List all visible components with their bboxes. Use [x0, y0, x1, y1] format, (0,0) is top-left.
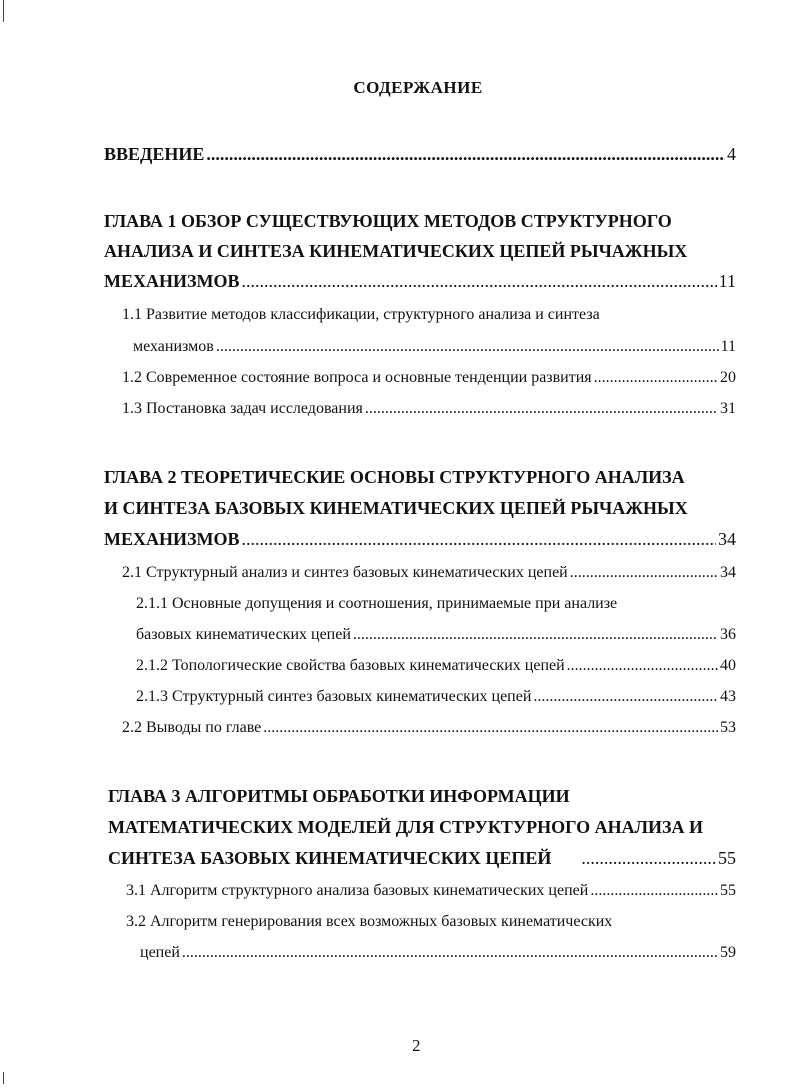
entry-label: 2.1.2 Топологические свойства базовых кинематических цепей [136, 657, 565, 674]
dot-leader [242, 529, 717, 550]
dot-leader [353, 626, 718, 644]
entry-page: 11 [720, 338, 736, 355]
toc-entry-chapter-3[interactable] [108, 848, 736, 869]
dot-leader [581, 848, 716, 869]
entry-page: 4 [727, 144, 736, 164]
dot-leader [263, 719, 718, 737]
toc-entry-intro[interactable] [104, 144, 736, 165]
chapter-3-title-line2: МАТЕМАТИЧЕСКИХ МОДЕЛЕЙ ДЛЯ СТРУКТУРНОГО АНАЛИЗА И [108, 817, 704, 837]
entry-label: 1.2 Современное состояние вопроса и основные тенденции развития [122, 369, 592, 386]
toc-entry-chapter-1[interactable] [104, 271, 736, 292]
dot-leader [594, 369, 718, 387]
toc-entry-1-2[interactable] [122, 369, 736, 387]
dot-leader [216, 338, 719, 356]
entry-page: 53 [720, 719, 736, 736]
toc-entry-1-3[interactable] [122, 400, 736, 418]
entry-label: 2.1.3 Структурный синтез базовых кинематических цепей [136, 688, 532, 705]
entry-label: 2.1 Структурный анализ и синтез базовых кинематических цепей [122, 564, 568, 581]
entry-page: 20 [720, 369, 736, 386]
entry-label: 2.2 Выводы по главе [122, 719, 262, 736]
entry-label: СИНТЕЗА БАЗОВЫХ КИНЕМАТИЧЕСКИХ ЦЕПЕЙ [108, 848, 552, 868]
entry-label: 1.3 Постановка задач исследования [122, 400, 363, 417]
page-number: 2 [412, 1036, 421, 1055]
entry-label: цепей [140, 944, 180, 961]
section-2-1-1-line1: 2.1.1 Основные допущения и соотношения, принимаемые при анализе [136, 595, 618, 612]
toc-entry-2-1-2[interactable] [136, 657, 736, 675]
entry-page: 55 [718, 848, 736, 868]
entry-page: 55 [720, 882, 736, 899]
section-1-1-line1: 1.1 Развитие методов классификации, структурного анализа и синтеза [122, 306, 600, 323]
chapter-1-title-line2: АНАЛИЗА И СИНТЕЗА КИНЕМАТИЧЕСКИХ ЦЕПЕЙ РЫЧАЖНЫХ [104, 241, 688, 261]
dot-leader [590, 882, 718, 900]
toc-entry-chapter-2[interactable] [104, 529, 736, 550]
toc-entry-3-1[interactable] [126, 882, 736, 900]
chapter-2-title-line2: И СИНТЕЗА БАЗОВЫХ КИНЕМАТИЧЕСКИХ ЦЕПЕЙ РЫЧАЖНЫХ [104, 498, 688, 518]
entry-page: 34 [720, 564, 736, 581]
dot-leader [242, 271, 717, 292]
entry-label: МЕХАНИЗМОВ [104, 529, 240, 549]
entry-label: МЕХАНИЗМОВ [104, 271, 240, 291]
entry-page: 59 [720, 944, 736, 961]
toc-entry-2-1-1[interactable] [136, 626, 736, 644]
dot-leader [533, 688, 718, 706]
dot-leader [567, 657, 718, 675]
entry-page: 31 [720, 400, 736, 417]
toc-entry-2-1[interactable] [122, 564, 736, 582]
toc-entry-2-2[interactable] [122, 719, 736, 737]
toc-entry-3-2[interactable] [140, 944, 736, 962]
chapter-2-title-line1: ГЛАВА 2 ТЕОРЕТИЧЕСКИЕ ОСНОВЫ СТРУКТУРНОГО АНАЛИЗА [104, 467, 685, 487]
entry-page: 40 [720, 657, 736, 674]
chapter-3-title-line1: ГЛАВА 3 АЛГОРИТМЫ ОБРАБОТКИ ИНФОРМАЦИИ [108, 786, 570, 806]
entry-label: механизмов [133, 338, 214, 355]
chapter-1-title-line1: ГЛАВА 1 ОБЗОР СУЩЕСТВУЮЩИХ МЕТОДОВ СТРУКТУРНОГО [104, 211, 672, 231]
page-title: СОДЕРЖАНИЕ [353, 78, 483, 97]
entry-page: 34 [718, 529, 736, 549]
dot-leader [570, 564, 718, 582]
entry-label: базовых кинематических цепей [136, 626, 351, 643]
scan-mark [3, 0, 4, 22]
entry-page: 11 [718, 271, 736, 291]
dot-leader [182, 944, 718, 962]
dot-leader [206, 144, 725, 165]
entry-label: ВВЕДЕНИЕ [104, 144, 205, 164]
section-3-2-line1: 3.2 Алгоритм генерирования всех возможных базовых кинематических [126, 913, 613, 930]
dot-leader [365, 400, 718, 418]
toc-entry-2-1-3[interactable] [136, 688, 736, 706]
entry-page: 43 [720, 688, 736, 705]
entry-label: 3.1 Алгоритм структурного анализа базовых кинематических цепей [126, 882, 589, 899]
scan-mark [3, 1072, 4, 1084]
toc-entry-1-1[interactable] [133, 338, 736, 356]
entry-page: 36 [720, 626, 736, 643]
